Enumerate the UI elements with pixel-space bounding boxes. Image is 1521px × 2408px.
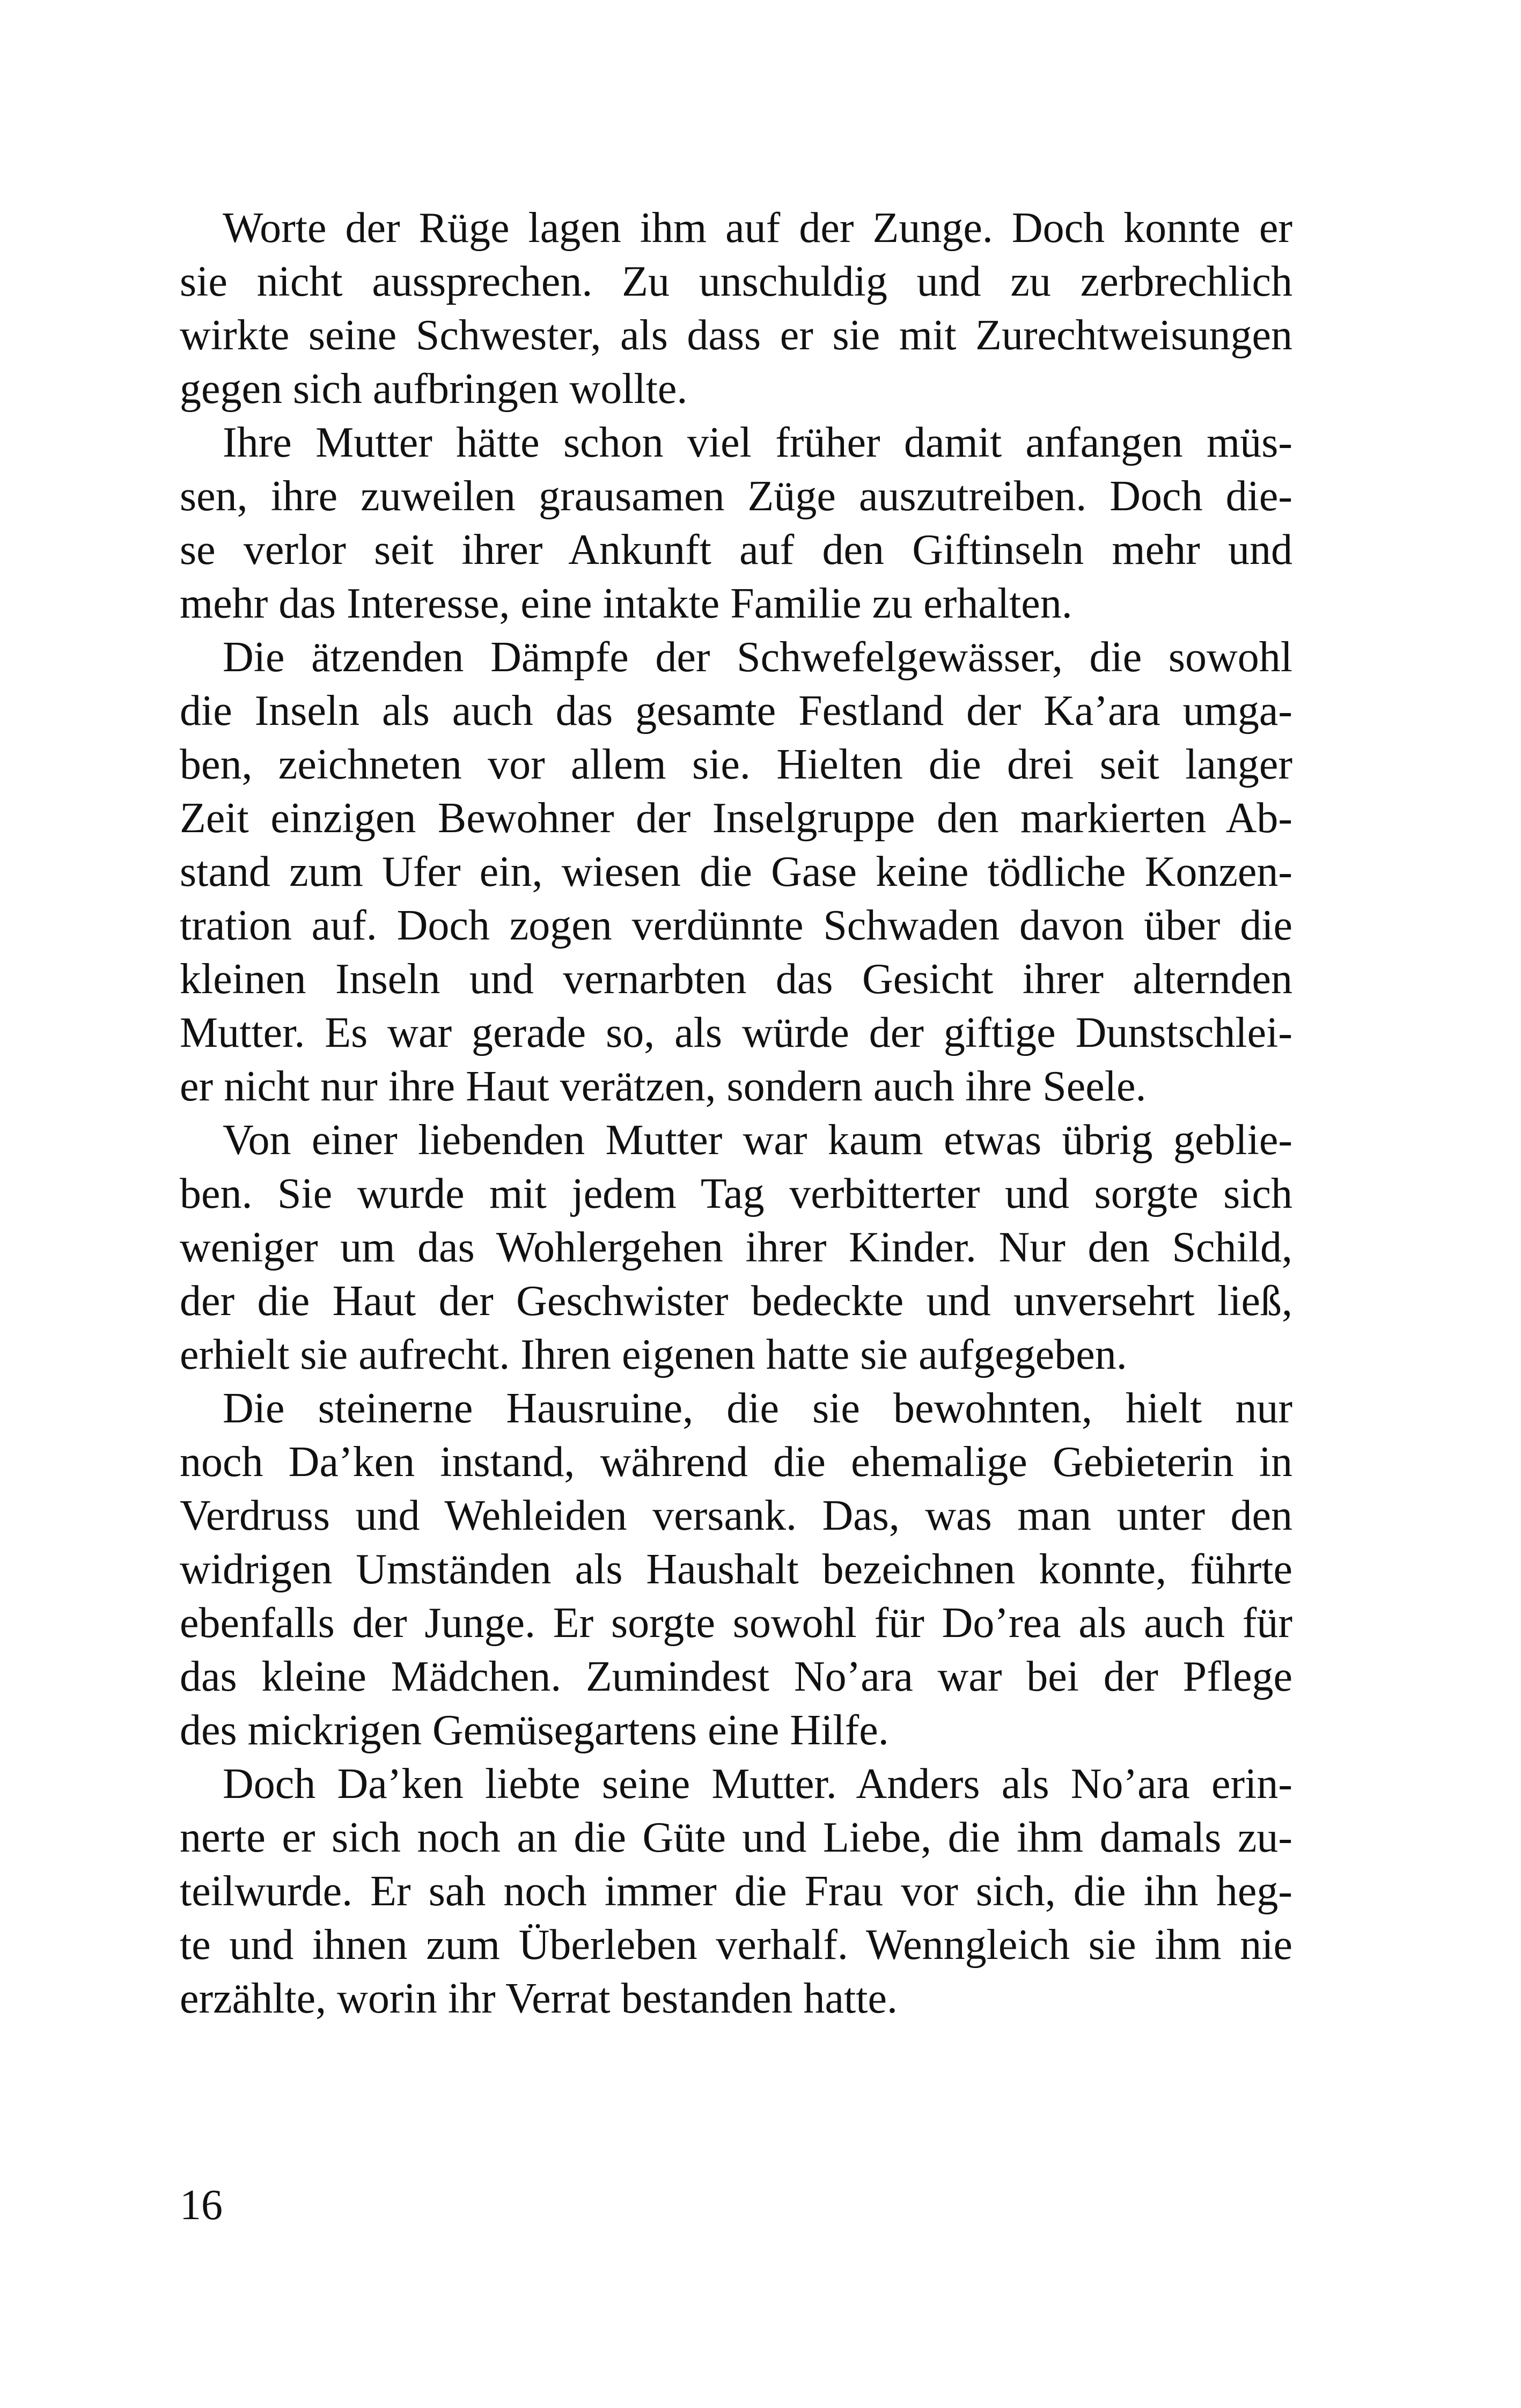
paragraph [180,1382,1292,1757]
text-line: Doch Da’ken liebte seine Mutter. Anders als No’ara erin- [223,1760,1292,1808]
paragraph [180,1113,1292,1382]
text-line: Worte der Rüge lagen ihm auf der Zunge. Doch konnte er [223,204,1292,252]
text-line: Verdruss und Wehleiden versank. Das, was man unter den [180,1492,1292,1539]
text-line: te und ihnen zum Überleben verhalf. Wenngleich sie ihm nie [180,1921,1292,1969]
text-line: Mutter. Es war gerade so, als würde der giftige Dunstschlei- [180,1009,1292,1056]
text-line: wirkte seine Schwester, als dass er sie mit Zurechtweisungen [180,312,1292,359]
text-line: stand zum Ufer ein, wiesen die Gase keine tödliche Konzen- [180,848,1292,895]
text-line: gegen sich aufbringen wollte. [180,365,688,413]
text-line: Die steinerne Hausruine, die sie bewohnten, hielt nur [223,1385,1292,1432]
text-line: erzählte, worin ihr Verrat bestanden hatte. [180,1975,898,2022]
text-line: mehr das Interesse, eine intakte Familie zu erhalten. [180,580,1072,627]
text-line: Die ätzenden Dämpfe der Schwefelgewässer, die sowohl [223,634,1292,681]
paragraph [180,416,1292,630]
text-line: das kleine Mädchen. Zumindest No’ara war bei der Pflege [180,1653,1292,1700]
text-line: teilwurde. Er sah noch immer die Frau vor sich, die ihn heg- [180,1868,1292,1915]
text-line: Ihre Mutter hätte schon viel früher damit anfangen müs- [223,419,1292,466]
text-line: Von einer liebenden Mutter war kaum etwas übrig geblie- [223,1117,1292,1164]
text-line: Zeit einzigen Bewohner der Inselgruppe den markierten Ab- [180,795,1292,842]
text-line: der die Haut der Geschwister bedeckte und unversehrt ließ, [180,1278,1292,1325]
text-line: tration auf. Doch zogen verdünnte Schwaden davon über die [180,902,1292,949]
text-line: sie nicht aussprechen. Zu unschuldig und zu zerbrechlich [180,258,1292,305]
page-number: 16 [180,2182,223,2229]
text-line: er nicht nur ihre Haut verätzen, sondern auch ihre Seele. [180,1063,1147,1110]
text-line: nerte er sich noch an die Güte und Liebe, die ihm damals zu- [180,1814,1292,1861]
paragraph [180,1757,1292,2025]
text-line: widrigen Umständen als Haushalt bezeichnen konnte, führte [180,1546,1292,1593]
text-line: se verlor seit ihrer Ankunft auf den Giftinseln mehr und [180,526,1292,574]
text-line: kleinen Inseln und vernarbten das Gesicht ihrer alternden [180,956,1292,1003]
text-line: noch Da’ken instand, während die ehemalige Gebieterin in [180,1438,1292,1486]
text-line: weniger um das Wohlergehen ihrer Kinder. Nur den Schild, [180,1224,1292,1271]
text-line: sen, ihre zuweilen grausamen Züge auszutreiben. Doch die- [180,473,1292,520]
text-line: ben, zeichneten vor allem sie. Hielten die drei seit langer [180,741,1292,788]
paragraph [180,630,1292,1113]
text-line: ben. Sie wurde mit jedem Tag verbitterter und sorgte sich [180,1170,1292,1217]
text-line: die Inseln als auch das gesamte Festland der Ka’ara umga- [180,687,1292,735]
text-line: des mickrigen Gemüsegartens eine Hilfe. [180,1707,889,1754]
body-text [180,201,1292,2025]
text-line: erhielt sie aufrecht. Ihren eigenen hatte sie aufgegeben. [180,1331,1127,1378]
text-line: ebenfalls der Junge. Er sorgte sowohl für Do’rea als auch für [180,1599,1292,1647]
paragraph [180,201,1292,416]
